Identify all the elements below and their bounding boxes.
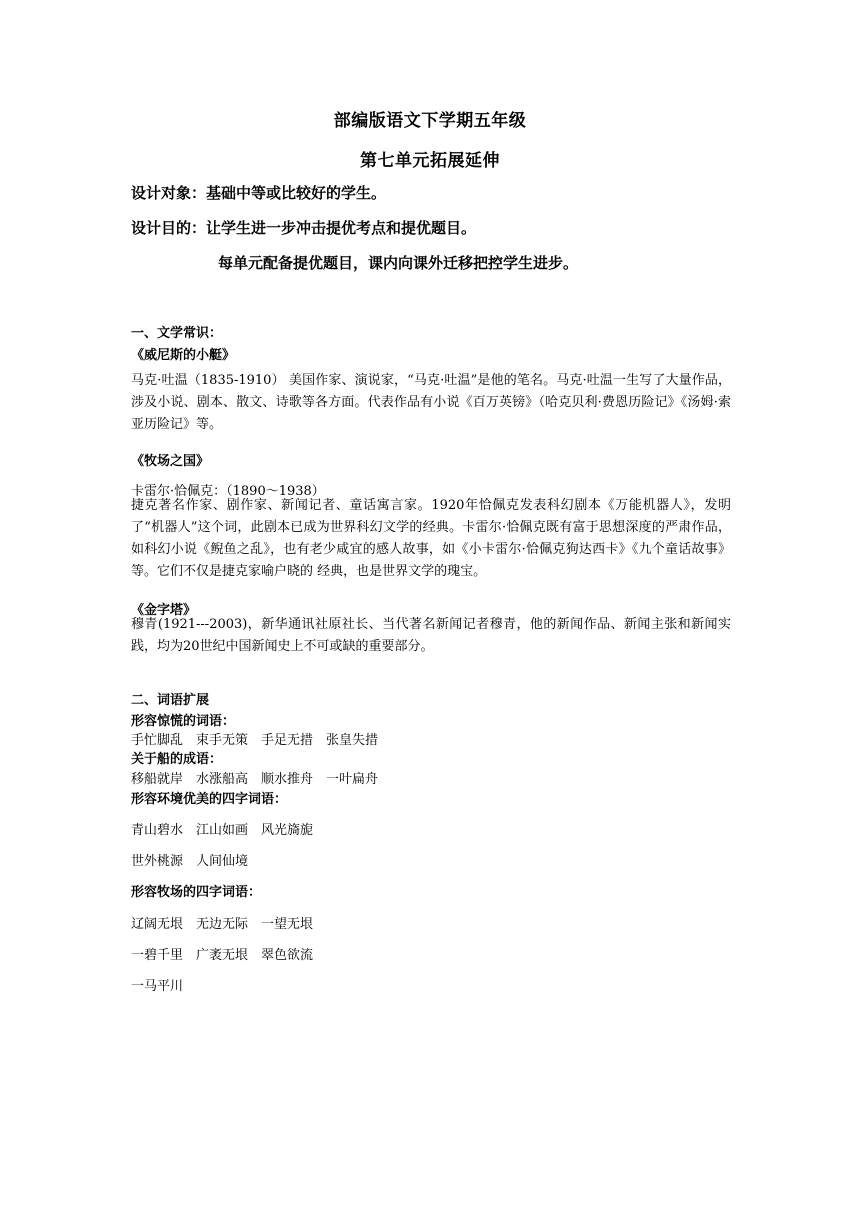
design-goal: 设计目的：让学生进一步冲击提优考点和提优题目。 bbox=[131, 219, 477, 237]
work-title: 《威尼斯的小艇》 bbox=[131, 348, 236, 363]
vocab-group-label: 关于船的成语： bbox=[131, 752, 223, 767]
document-subtitle: 第七单元拓展延伸 bbox=[360, 151, 500, 171]
vocab-group-label: 形容环境优美的四字词语： bbox=[131, 792, 288, 807]
vocab-line: 一碧千里 广袤无垠 翠色欲流 bbox=[131, 948, 314, 963]
design-target: 设计对象：基础中等或比较好的学生。 bbox=[131, 184, 387, 202]
document-title: 部编版语文下学期五年级 bbox=[333, 111, 527, 131]
vocab-line: 手忙脚乱 束手无策 手足无措 张皇失措 bbox=[131, 733, 379, 748]
vocab-line: 青山碧水 江山如画 风光旖旎 bbox=[131, 823, 314, 838]
vocab-group-label: 形容惊慌的词语： bbox=[131, 714, 236, 729]
work-title: 《金字塔》 bbox=[131, 603, 197, 618]
design-goal-continuation: 每单元配备提优题目，课内向课外迁移把控学生进步。 bbox=[218, 254, 579, 272]
vocab-line: 世外桃源 人间仙境 bbox=[131, 854, 249, 869]
work-description: 捷克著名作家、剧作家、新闻记者、童话寓言家。1920年恰佩克发表科幻剧本《万能机器人》，发明了“机器人”这个词，此剧本已成为世界科幻文学的经典。卡雷尔·恰佩克既有富于思想深度的严肃作品，如科幻小说《鲵鱼之乱》，也有老少咸宜的感人故事，如《小卡雷尔·恰佩克狗达西卡》《九个童话故事》等。它们不仅是捷克家喻户晓的 经典，也是世界文学的瑰宝。 bbox=[131, 498, 731, 579]
work-title: 《牧场之国》 bbox=[131, 454, 210, 469]
vocab-line: 移船就岸 水涨船高 顺水推舟 一叶扁舟 bbox=[131, 772, 379, 787]
author-intro: 卡雷尔·恰佩克：（1890～1938） bbox=[131, 484, 325, 499]
vocab-line: 一马平川 bbox=[131, 979, 184, 994]
work-description: 马克·吐温（1835-1910） 美国作家、演说家，“马克·吐温”是他的笔名。马克·吐温一生写了大量作品，涉及小说、剧本、散文、诗歌等各方面。代表作品有小说《百万英镑》（哈克贝利·费恩历险记》《汤姆·索亚历险记》等。 bbox=[131, 373, 731, 432]
vocab-group-label: 形容牧场的四字词语： bbox=[131, 885, 262, 900]
vocab-line: 辽阔无垠 无边无际 一望无垠 bbox=[131, 917, 314, 932]
section-heading-vocabulary: 二、词语扩展 bbox=[131, 693, 210, 708]
work-description: 穆青(1921---2003)，新华通讯社原社长、当代著名新闻记者穆青，他的新闻作品、新闻主张和新闻实践，均为20世纪中国新闻史上不可或缺的重要部分。 bbox=[131, 617, 731, 654]
section-heading-literature: 一、文学常识： bbox=[131, 326, 223, 341]
